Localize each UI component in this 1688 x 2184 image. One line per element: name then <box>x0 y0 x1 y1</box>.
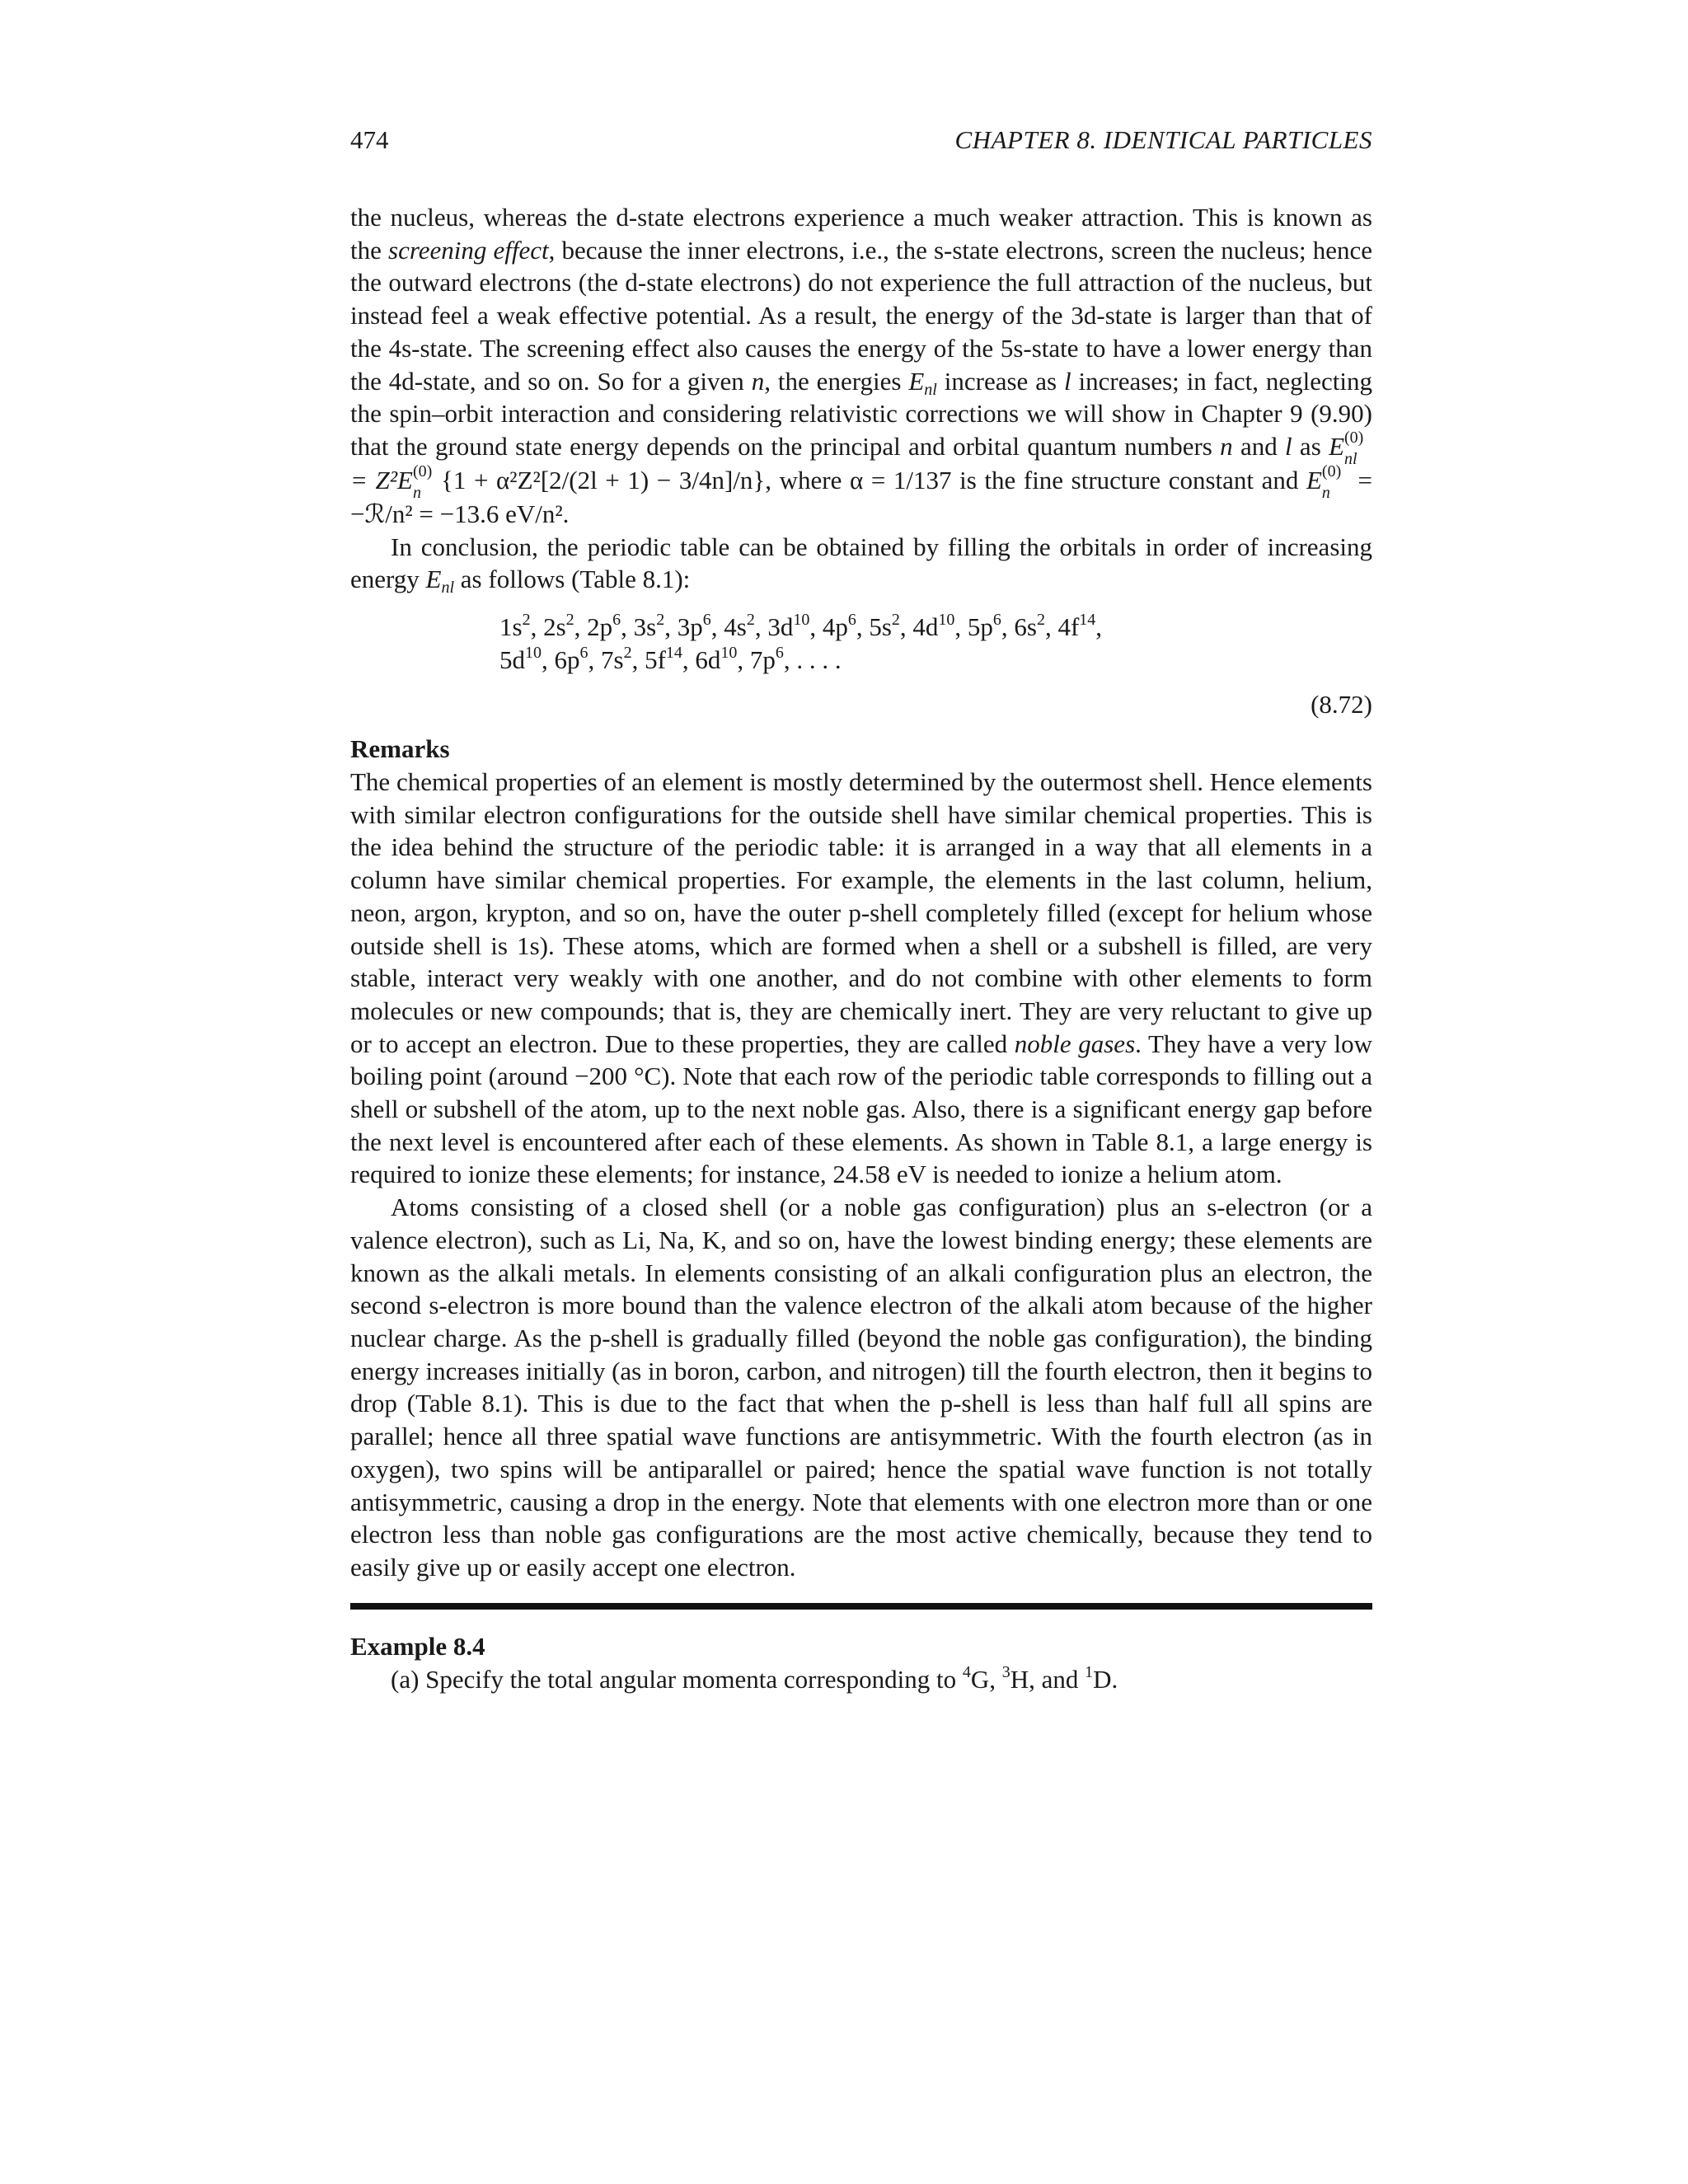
equation-8-72 <box>350 611 1372 721</box>
equation-line-1: $1s^2$, $2s^2$, $2p^6$, $3s^2$, $3p^6$, $4s^2$, $3d^{10}$, $4p^6$, $5s^2$, $4d^{10}$, $5p^6$, $6s^2$, $4f^{14}$, <box>499 611 1103 642</box>
paragraph-conclusion: In conclusion, the periodic table can be obtained by filling the orbitals in order of increasing energy $E_{nl}$ as follows (Table 8.1): <box>350 532 1372 598</box>
paragraph-screening: the nucleus, whereas the d-state electrons experience a much weaker attraction. This is known as the screening effect, because the inner electrons, i.e., the s-state electrons, screen the nucleus; hence the outward electrons (the d-state electrons) do not experience the full attraction of the nucleus, but instead feel a weak effective potential. As a result, the energy of the 3d-state is larger than that of the 4s-state. The screening effect also causes the energy of the 5s-state to have a lower energy than the 4d-state, and so on. So for a given n, the energies $E_{nl}$ increase as l increases; in fact, neglecting the spin–orbit interaction and considering relativistic corrections we will show in Chapter 9 (9.90) that the ground state energy depends on the principal and orbital quantum numbers n and l as E (0) nl = Z²E (0) n {1 + α²Z²[2/(2l + 1) − 3/4n]/n}, where α = 1/137 is the fine structure constant and E (0) n = −ℛ/n² = −13.6 eV/n². <box>350 203 1373 528</box>
equation-number: (8.72) <box>1311 690 1372 719</box>
paragraph-remarks-1: The chemical properties of an element is mostly determined by the outermost shell. Hence elements with similar electron configurations for the outside shell have similar chemical properties. This is the idea behind the structure of the periodic table: it is arranged in a way that all elements in a column have similar chemical properties. For example, the elements in the last column, helium, neon, argon, krypton, and so on, have the outer p-shell completely filled (except for helium whose outside shell is 1s). These atoms, which are formed when a shell or a subshell is filled, are very stable, interact very weakly with one another, and do not combine with other elements to form molecules or new compounds; that is, they are chemically inert. They are very reluctant to give up or to accept an electron. Due to these properties, they are called noble gases. They have a very low boiling point (around −200 °C). Note that each row of the periodic table corresponds to filling out a shell or subshell of the atom, up to the next noble gas. Also, there is a significant energy gap before the next level is encountered after each of these elements. As shown in Table 8.1, a large energy is required to ionize these elements; for instance, 24.58 eV is needed to ionize a helium atom. <box>350 767 1372 1189</box>
example-heading: Example 8.4 <box>350 1631 485 1661</box>
section-rule <box>350 1603 1372 1610</box>
paragraph-remarks-2: Atoms consisting of a closed shell (or a noble gas configuration) plus an s-electron (or a valence electron), such as Li, Na, K, and so on, have the lowest binding energy; these elements are known as the alkali metals. In elements consisting of an alkali configuration plus an electron, the second s-electron is more bound than the valence electron of the alkali atom because of the higher nuclear charge. As the p-shell is gradually filled (beyond the noble gas configuration), the binding energy increases initially (as in boron, carbon, and nitrogen) till the fourth electron, then it begins to drop (Table 8.1). This is due to the fact that when the p-shell is less than half full all spins are parallel; hence all three spatial wave functions are antisymmetric. With the fourth electron (as in oxygen), two spins will be antiparallel or paired; hence the spatial wave function is not totally antisymmetric, causing a drop in the energy. Note that elements with one electron more than or one electron less than noble gas configurations are the most active chemically, because they tend to easily give up or easily accept one electron. <box>350 1193 1372 1582</box>
example-question-a: (a) Specify the total angular momenta corresponding to $^4$G, $^3$H, and $^1$D. <box>391 1662 1118 1694</box>
term-noble-gases: noble gases <box>1014 1029 1136 1058</box>
running-header <box>350 124 1372 157</box>
equation-line-2: $5d^{10}$, $6p^6$, $7s^2$, $5f^{14}$, $6d^{10}$, $7p^6$, . . . . <box>499 644 842 675</box>
book-page <box>350 124 1372 1696</box>
page-number: 474 <box>350 125 389 154</box>
page-body <box>350 201 1372 1696</box>
term-screening-effect: screening effect <box>388 235 549 265</box>
chapter-title: CHAPTER 8. IDENTICAL PARTICLES <box>954 125 1372 154</box>
remarks-heading: Remarks <box>350 734 450 764</box>
